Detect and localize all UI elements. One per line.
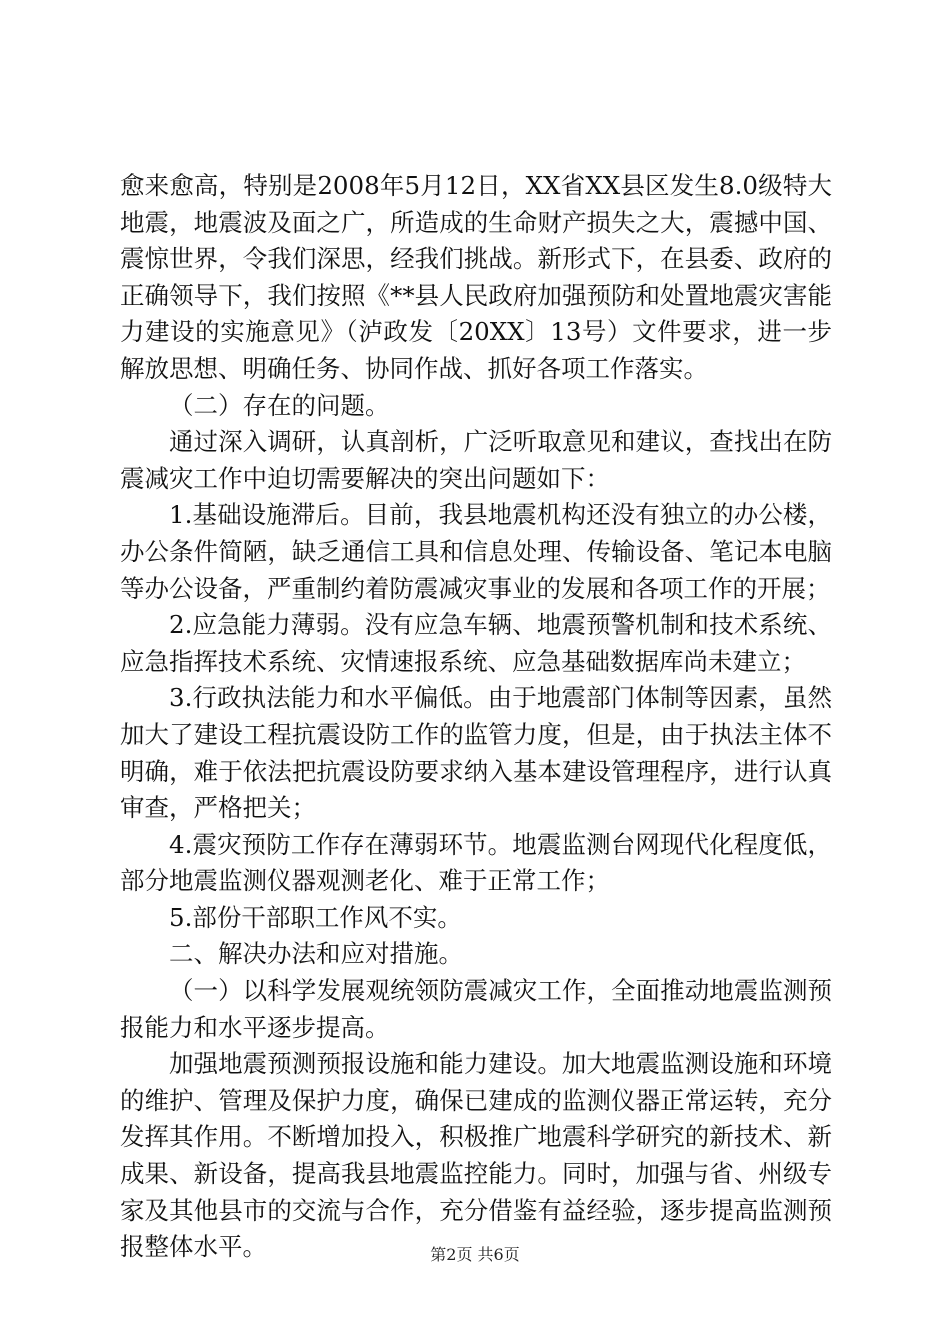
- section-heading: （二）存在的问题。: [169, 390, 390, 420]
- page-footer: [0, 1244, 950, 1266]
- list-item: 2.应急能力薄弱。没有应急车辆、地震预警机制和技术系统、应急指挥技术系统、灾情速报系统、应急基础数据库尚未建立；: [120, 610, 832, 676]
- paragraph: 愈来愈高，特别是2008年5月12日，XX省XX县区发生8.0级特大地震，地震波及面之广，所造成的生命财产损失之大，震撼中国、震惊世界，令我们深思，经我们挑战。新形式下，在县委、政府的正确领导下，我们按照《**县人民政府加强预防和处置地震灾害能力建设的实施意见》（泸政发〔20XX〕13号）文件要求，进一步解放思想、明确任务、协同作战、抓好各项工作落实。: [120, 171, 832, 383]
- list-item: 1.基础设施滞后。目前，我县地震机构还没有独立的办公楼，办公条件简陋，缺乏通信工具和信息处理、传输设备、笔记本电脑等办公设备，严重制约着防震减灾事业的发展和各项工作的开展；: [120, 500, 832, 603]
- paragraph: 加强地震预测预报设施和能力建设。加大地震监测设施和环境的维护、管理及保护力度，确保已建成的监测仪器正常运转，充分发挥其作用。不断增加投入，积极推广地震科学研究的新技术、新成果、新设备，提高我县地震监控能力。同时，加强与省、州级专家及其他县市的交流与合作，充分借鉴有益经验，逐步提高监测预报整体水平。: [120, 1049, 832, 1262]
- list-item: 5.部份干部职工作风不实。: [169, 902, 462, 932]
- paragraph: 通过深入调研，认真剖析，广泛听取意见和建议，查找出在防震减灾工作中迫切需要解决的突出问题如下：: [120, 427, 832, 493]
- document-body: [120, 168, 832, 1266]
- page-number: 第2页 共6页: [430, 1245, 520, 1264]
- section-heading: 二、解决办法和应对措施。: [169, 939, 463, 969]
- subsection-heading: （一）以科学发展观统领防震减灾工作，全面推动地震监测预报能力和水平逐步提高。: [120, 976, 832, 1042]
- list-item: 4.震灾预防工作存在薄弱环节。地震监测台网现代化程度低，部分地震监测仪器观测老化、难于正常工作；: [120, 829, 832, 896]
- list-item: 3.行政执法能力和水平偏低。由于地震部门体制等因素，虽然加大了建设工程抗震设防工作的监管力度，但是，由于执法主体不明确，难于依法把抗震设防要求纳入基本建设管理程序，进行认真审查，严格把关；: [120, 683, 832, 823]
